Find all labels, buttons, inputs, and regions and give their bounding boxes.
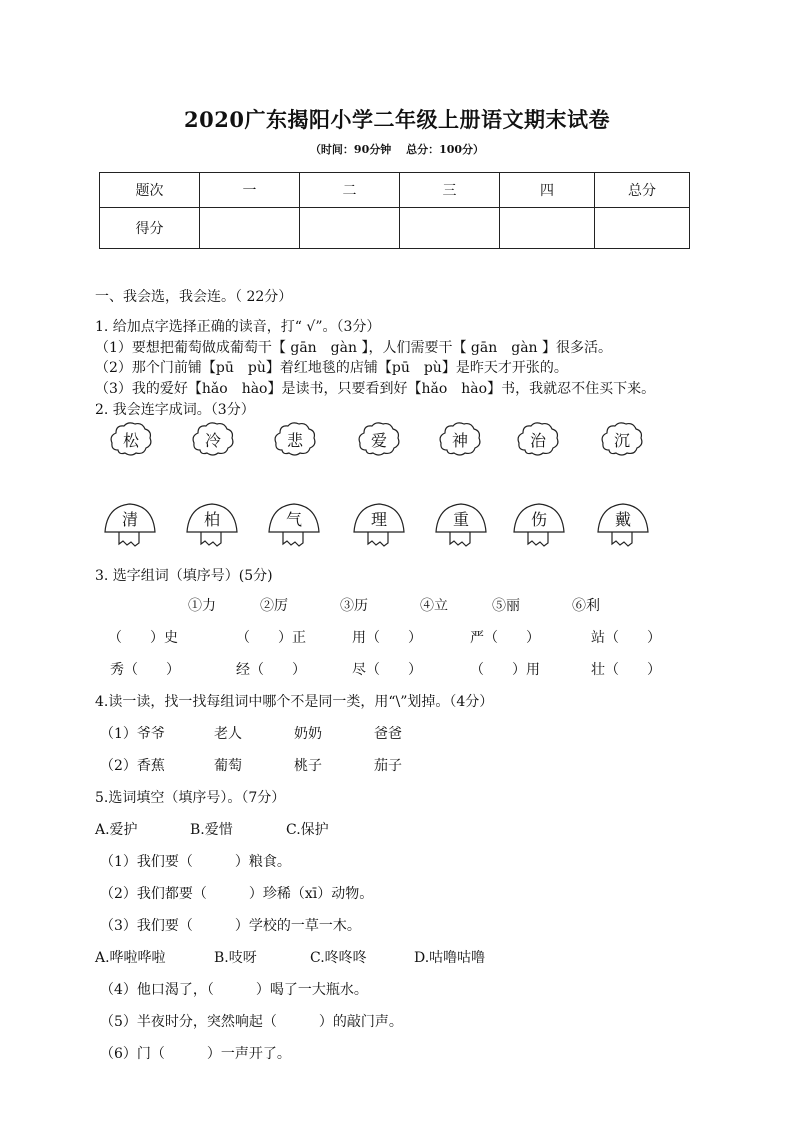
score-cell[interactable]	[595, 208, 690, 249]
score-cell[interactable]	[500, 208, 595, 249]
char-mushroom[interactable]	[185, 500, 239, 548]
char-label: 理	[370, 510, 387, 529]
char-mushroom[interactable]	[352, 500, 406, 548]
fill-blank[interactable]: 秀（ ）	[110, 662, 180, 678]
char-label: 柏	[203, 510, 220, 529]
word-item[interactable]: 桃子	[294, 758, 322, 774]
char-cloud[interactable]	[272, 420, 318, 458]
score-cell[interactable]	[400, 208, 500, 249]
fill-blank[interactable]: （ ）用	[470, 662, 540, 678]
fill-blank[interactable]: 严（ ）	[470, 630, 540, 646]
char-mushroom[interactable]	[596, 500, 650, 548]
score-table-header: 二	[300, 173, 400, 208]
score-table-header-row	[100, 173, 690, 208]
fill-sentence[interactable]: （5）半夜时分，突然响起（ ）的敲门声。	[100, 1014, 403, 1030]
choice-option: B.吱呀	[214, 950, 257, 966]
char-label: 戴	[614, 510, 631, 529]
char-mushroom[interactable]	[267, 500, 321, 548]
choice-option: A.爱护	[95, 822, 138, 838]
question-4-title: 4.读一读，找一找每组词中哪个不是同一类，用“\”划掉。（4分）	[95, 694, 494, 710]
choice-option: B.爱惜	[190, 822, 233, 838]
word-item[interactable]: （2）香蕉	[100, 758, 165, 774]
score-table-score-row	[100, 208, 690, 249]
char-label: 悲	[286, 431, 303, 450]
fill-blank[interactable]: 壮（ ）	[591, 662, 661, 678]
char-label: 沉	[613, 431, 630, 450]
word-item[interactable]: 爸爸	[374, 726, 402, 742]
question-2-title: 2. 我会连字成词。（3分）	[95, 402, 255, 418]
choice-option: D.咕噜咕噜	[414, 950, 486, 966]
fill-sentence[interactable]: （2）我们都要（ ）珍稀（xī）动物。	[100, 886, 374, 902]
char-cloud[interactable]	[515, 420, 561, 458]
char-label: 冷	[204, 431, 221, 450]
fill-sentence[interactable]: （3）我们要（ ）学校的一草一木。	[100, 918, 361, 934]
score-table-header: 题次	[100, 173, 200, 208]
fill-blank[interactable]: 尽（ ）	[352, 662, 422, 678]
score-row-label: 得分	[100, 208, 200, 249]
option-label: ②厉	[260, 598, 288, 614]
option-label: ⑥利	[572, 598, 600, 614]
question-5-title: 5.选词填空（填序号）。（7分）	[95, 790, 286, 806]
char-cloud[interactable]	[599, 420, 645, 458]
score-table	[99, 172, 690, 249]
question-1-item: （3）我的爱好【hǎo hào】是读书，只要看到好【hǎo hào】书，我就忍不住买下来。	[95, 381, 656, 397]
fill-blank[interactable]: 站（ ）	[591, 630, 661, 646]
char-label: 治	[529, 431, 546, 450]
fill-sentence[interactable]: （6）门（ ）一声开了。	[100, 1046, 291, 1062]
score-table-header: 三	[400, 173, 500, 208]
char-cloud[interactable]	[437, 420, 483, 458]
char-label: 松	[122, 431, 139, 450]
fill-blank[interactable]: 用（ ）	[352, 630, 422, 646]
question-1-item: （1）要想把葡萄做成葡萄干【 gān gàn 】，人们需要干【 gān gàn 】很多活。	[95, 340, 613, 356]
char-label: 气	[285, 510, 302, 529]
fill-sentence[interactable]: （4）他口渴了，（ ）喝了一大瓶水。	[100, 982, 368, 998]
fill-sentence[interactable]: （1）我们要（ ）粮食。	[100, 854, 291, 870]
score-cell[interactable]	[200, 208, 300, 249]
word-item[interactable]: 奶奶	[294, 726, 322, 742]
char-mushroom[interactable]	[434, 500, 488, 548]
score-cell[interactable]	[300, 208, 400, 249]
question-3-title: 3. 选字组词（填序号）(5分)	[95, 568, 273, 584]
choice-option: C.咚咚咚	[310, 950, 367, 966]
score-table-header: 四	[500, 173, 595, 208]
choice-option: C.保护	[286, 822, 329, 838]
exam-title: 2020广东揭阳小学二年级上册语文期末试卷	[184, 107, 610, 132]
word-item[interactable]: （1）爷爷	[100, 726, 165, 742]
char-label: 重	[452, 510, 469, 529]
word-item[interactable]: 老人	[214, 726, 242, 742]
question-1-item: （2）那个门前铺【pū pù】着红地毯的店铺【pū pù】是昨天才开张的。	[95, 360, 568, 376]
choice-option: A.哗啦哗啦	[95, 950, 166, 966]
question-1-title: 1. 给加点字选择正确的读音，打“ √”。（3分）	[95, 319, 381, 335]
char-label: 伤	[530, 510, 547, 529]
fill-blank[interactable]: （ ）正	[236, 630, 306, 646]
char-cloud[interactable]	[190, 420, 236, 458]
option-label: ④立	[420, 598, 448, 614]
char-label: 清	[121, 510, 138, 529]
option-label: ③历	[340, 598, 368, 614]
char-label: 爱	[370, 431, 387, 450]
char-mushroom[interactable]	[512, 500, 566, 548]
word-item[interactable]: 葡萄	[214, 758, 242, 774]
score-table-header: 一	[200, 173, 300, 208]
score-table-header: 总分	[595, 173, 690, 208]
char-mushroom[interactable]	[103, 500, 157, 548]
char-cloud[interactable]	[108, 420, 154, 458]
option-label: ⑤丽	[492, 598, 520, 614]
fill-blank[interactable]: （ ）史	[108, 630, 178, 646]
word-item[interactable]: 茄子	[374, 758, 402, 774]
char-label: 神	[451, 431, 468, 450]
option-label: ①力	[188, 598, 216, 614]
exam-subtitle: （时间：90分钟 总分：100分）	[309, 143, 485, 156]
fill-blank[interactable]: 经（ ）	[236, 662, 306, 678]
char-cloud[interactable]	[356, 420, 402, 458]
section-heading: 一、我会选，我会连。（ 22分）	[95, 289, 293, 305]
